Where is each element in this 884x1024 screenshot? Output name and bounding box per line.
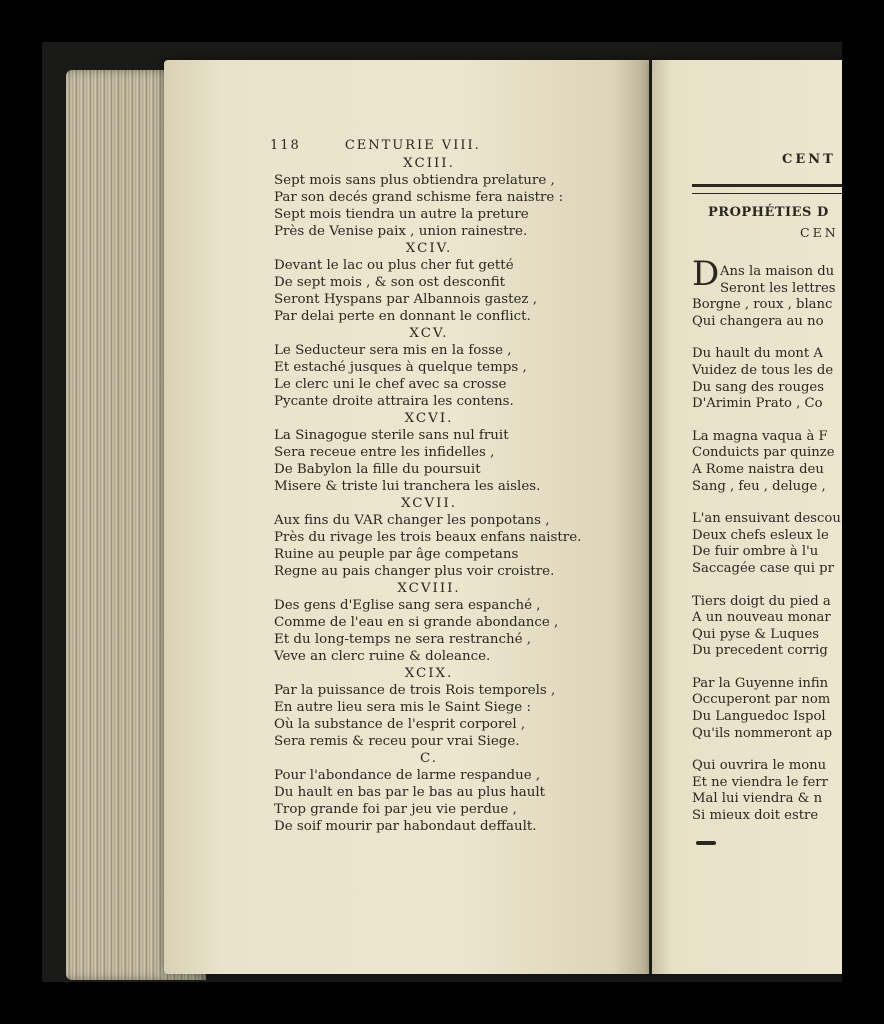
verse-line: Sera receue entre les infidelles ,: [274, 445, 495, 460]
ornamental-rule: [692, 184, 842, 194]
verse-line: Borgne , roux , blanc: [692, 297, 833, 313]
verse-line: Mal lui viendra & n: [692, 791, 823, 807]
quatrain-number: C.: [419, 751, 439, 766]
quatrain-number: XCIX.: [404, 666, 454, 681]
verse-line: De fuir ombre à l'u: [692, 544, 819, 560]
verse-line: Conduicts par quinze: [692, 445, 835, 461]
quatrain-number: XCIV.: [405, 241, 453, 256]
right-subtitle: CEN: [800, 225, 839, 240]
verse-line: Vuidez de tous les de: [692, 362, 834, 378]
verse-line: Sept mois tiendra un autre la preture: [274, 207, 529, 222]
verse-line: Où la substance de l'esprit corporel ,: [274, 717, 526, 732]
stanza-gap: [692, 659, 841, 675]
left-running-head: [270, 138, 481, 153]
verse-line: Des gens d'Eglise sang sera espanché ,: [274, 598, 541, 613]
verse-line: Seront Hyspans par Albannois gastez ,: [274, 292, 537, 307]
verse-line: Deux chefs esleux le: [692, 527, 829, 543]
verse-line: Sera remis & receu pour vrai Siege.: [274, 734, 520, 749]
running-head: CENTURIE VIII.: [344, 138, 481, 153]
verse-line: Près du rivage les trois beaux enfans naistre.: [274, 530, 582, 545]
verse-line: En autre lieu sera mis le Saint Siege :: [274, 700, 531, 715]
verse-line: Sept mois sans plus obtiendra prelature ,: [274, 173, 555, 188]
stanza-gap: [692, 494, 841, 510]
quatrain-number: XCV.: [409, 326, 449, 341]
verse-line: Misere & triste lui tranchera les aisles.: [274, 479, 541, 494]
verse-line: Du hault en bas par le bas au plus hault: [274, 785, 545, 800]
verse-line: Près de Venise paix , union rainestre.: [274, 224, 528, 239]
verse-line: Sang , feu , deluge ,: [692, 478, 826, 494]
right-page-text: [692, 263, 841, 824]
verse-line: Pour l'abondance de larme respandue ,: [274, 768, 541, 783]
verse-line: Et du long-temps ne sera restranché ,: [274, 632, 532, 647]
verse-line: Si mieux doit estre: [692, 808, 819, 824]
verse-line: Du Languedoc Ispol: [692, 709, 826, 725]
verse-line: De Babylon la fille du poursuit: [274, 462, 481, 477]
verse-line: Veve an clerc ruine & doleance.: [274, 649, 491, 664]
verse-line: Occuperont par nom: [692, 692, 831, 708]
verse-line: Par delai perte en donnant le conflict.: [274, 309, 531, 324]
stanza-gap: [692, 412, 841, 428]
verse-line: De soif mourir par habondaut deffault.: [274, 819, 537, 834]
verse-line: Et estaché jusques à quelque temps ,: [274, 360, 527, 375]
verse-line: La Sinagogue sterile sans nul fruit: [274, 428, 509, 443]
verse-line: Aux fins du VAR changer les ponpotans ,: [274, 513, 550, 528]
verse-line: Saccagée case qui pr: [692, 560, 834, 576]
quatrain-number: XCVIII.: [397, 581, 461, 596]
quatrain-number: XCVII.: [400, 496, 458, 511]
right-running-head: CENT: [782, 152, 836, 167]
verse-line: Et ne viendra le ferr: [692, 774, 828, 790]
stanza-gap: [692, 577, 841, 593]
verse-line: Du sang des rouges: [692, 379, 824, 395]
verse-line: Ruine au peuple par âge competans: [274, 547, 519, 562]
quatrain-number: XCIII.: [403, 156, 455, 171]
verse-line: Le Seducteur sera mis en la fosse ,: [274, 343, 512, 358]
verse-line: A Rome naistra deu: [692, 461, 824, 477]
verse-line: De sept mois , & son ost desconfit: [274, 275, 506, 290]
verse-line: Par la Guyenne infin: [692, 675, 829, 691]
page-number: 118: [270, 138, 301, 153]
stanza-gap: [692, 329, 841, 345]
verse-line: Par son decés grand schisme fera naistre :: [274, 190, 564, 205]
verse-line: Du precedent corrig: [692, 643, 828, 659]
book-scan: [42, 42, 842, 982]
right-title: PROPHÉTIES D: [708, 205, 829, 220]
verse-line: Qui changera au no: [692, 313, 824, 329]
verse-line: L'an ensuivant descou: [692, 511, 841, 527]
drop-cap: D: [692, 254, 720, 294]
verse-line: D'Arimin Prato , Co: [692, 396, 823, 412]
verse-line: La magna vaqua à F: [692, 428, 828, 444]
verse-line: Qu'ils nommeront ap: [692, 725, 833, 741]
left-page: [164, 60, 652, 974]
verse-line: Seront les lettres: [720, 280, 836, 296]
verse-line: Pycante droite attraira les contens.: [274, 394, 514, 409]
verse-line: Du hault du mont A: [692, 346, 823, 362]
verse-line: Qui ouvrira le monu: [692, 758, 827, 774]
quatrain-number: XCVI.: [404, 411, 454, 426]
tail-ornament: [696, 841, 716, 845]
verse-line: Tiers doigt du pied a: [692, 593, 831, 609]
verse-line: Comme de l'eau en si grande abondance ,: [274, 615, 559, 630]
verse-line: Ans la maison du: [720, 264, 835, 279]
verse-line: Trop grande foi par jeu vie perdue ,: [274, 802, 517, 817]
verse-line: Regne au pais changer plus voir croistre.: [274, 564, 555, 579]
verse-line: Par la puissance de trois Rois temporels ,: [274, 683, 556, 698]
verse-line: Qui pyse & Luques: [692, 626, 820, 642]
stanza-gap: [692, 741, 841, 757]
verse-line: Le clerc uni le chef avec sa crosse: [274, 377, 507, 392]
right-page: [652, 60, 842, 974]
left-page-text: [274, 155, 584, 835]
verse-line: Devant le lac ou plus cher fut getté: [274, 258, 514, 273]
verse-line: A un nouveau monar: [692, 610, 831, 626]
